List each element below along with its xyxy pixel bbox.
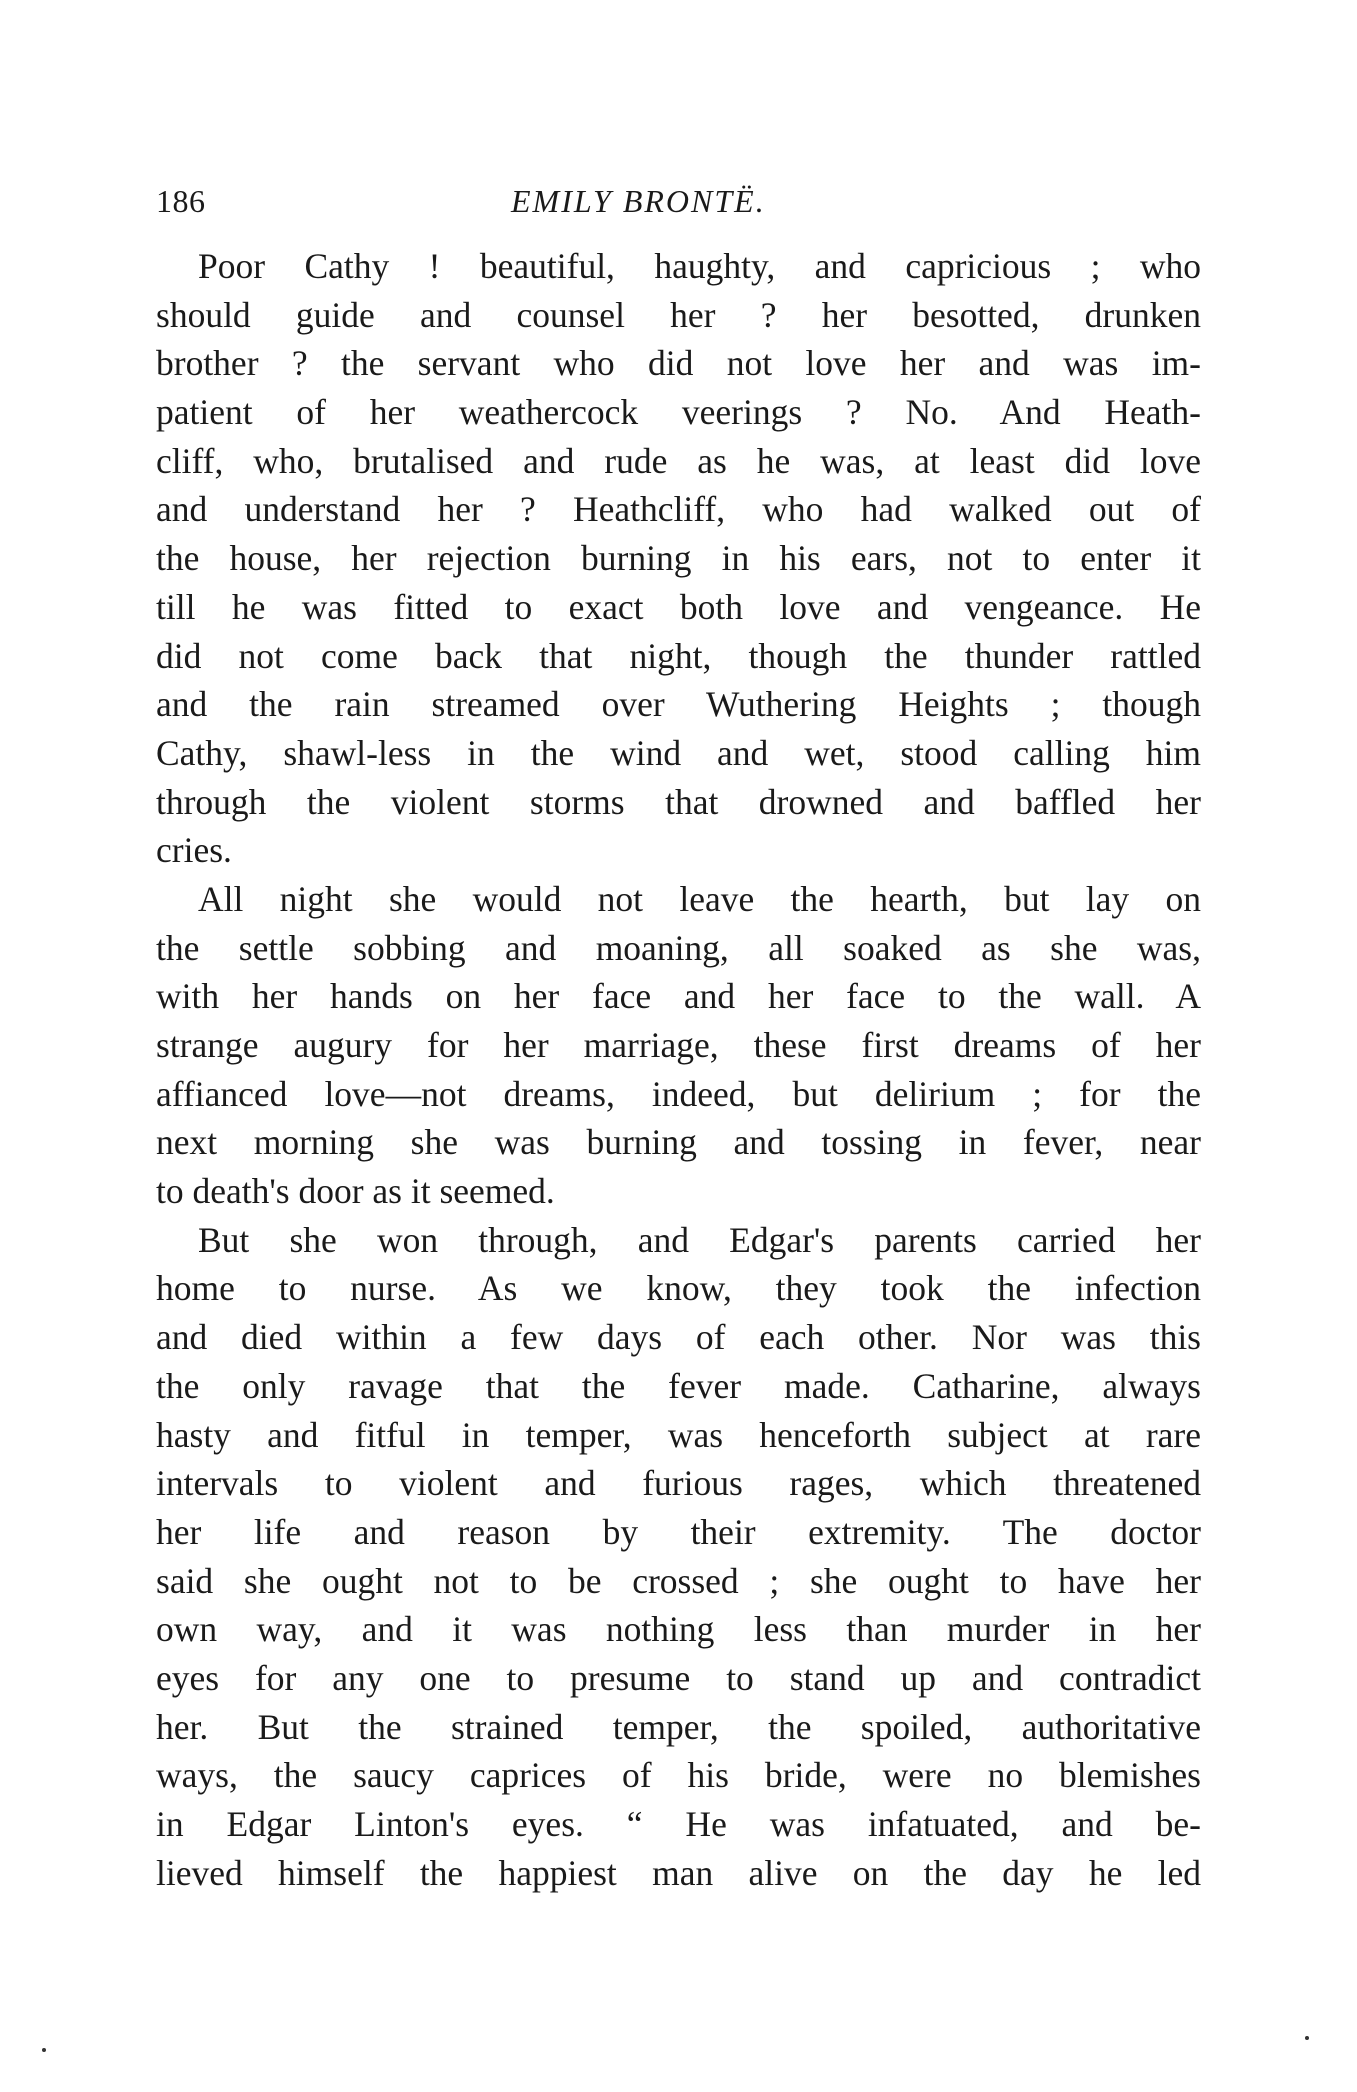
paragraph-2 — [156, 875, 1201, 1216]
text-line: brother ? the servant who did not love her and was im- — [156, 343, 1201, 384]
text-line: with her hands on her face and her face to the wall. A — [156, 976, 1201, 1017]
text-line: cliff, who, brutalised and rude as he was, at least did love — [156, 440, 1201, 481]
text-line: her. But the strained temper, the spoiled, authoritative — [156, 1706, 1201, 1747]
text-line: the only ravage that the fever made. Catharine, always — [156, 1365, 1201, 1406]
text-line: should guide and counsel her ? her besotted, drunken — [156, 294, 1201, 335]
text-line: own way, and it was nothing less than murder in her — [156, 1609, 1201, 1650]
text-line: to death's door as it seemed. — [156, 1171, 555, 1212]
text-line: patient of her weathercock veerings ? No. And Heath- — [156, 392, 1201, 433]
paragraph-1 — [156, 242, 1201, 875]
text-line: eyes for any one to presume to stand up and contradict — [156, 1657, 1201, 1698]
text-line: the house, her rejection burning in his ears, not to enter it — [156, 538, 1201, 579]
text-line: Cathy, shawl-less in the wind and wet, stood calling him — [156, 732, 1201, 773]
text-line: through the violent storms that drowned and baffled her — [156, 781, 1201, 822]
paragraph-3 — [156, 1216, 1201, 1898]
text-line: intervals to violent and furious rages, which threatened — [156, 1463, 1201, 1504]
text-line: cries. — [156, 830, 232, 871]
text-line: said she ought not to be crossed ; she ought to have her — [156, 1560, 1201, 1601]
body-text — [156, 242, 1201, 1897]
text-line: did not come back that night, though the thunder rattled — [156, 635, 1201, 676]
text-line: lieved himself the happiest man alive on the day he led — [156, 1852, 1201, 1893]
text-line: and died within a few days of each other. Nor was this — [156, 1317, 1201, 1358]
text-line: hasty and fitful in temper, was henceforth subject at rare — [156, 1414, 1201, 1455]
text-line: her life and reason by their extremity. The doctor — [156, 1511, 1201, 1552]
text-line: But she won through, and Edgar's parents carried her — [198, 1219, 1201, 1260]
text-line: home to nurse. As we know, they took the infection — [156, 1268, 1201, 1309]
page-number: 186 — [156, 183, 206, 219]
text-line: next morning she was burning and tossing in fever, near — [156, 1122, 1201, 1163]
text-line: and the rain streamed over Wuthering Heights ; though — [156, 684, 1201, 725]
paper-speck — [1305, 2036, 1309, 2040]
running-head — [156, 176, 1201, 226]
text-line: All night she would not leave the hearth, but lay on — [198, 878, 1201, 919]
text-line: strange augury for her marriage, these first dreams of her — [156, 1025, 1201, 1065]
text-line: affianced love—not dreams, indeed, but delirium ; for the — [156, 1073, 1201, 1114]
text-line: till he was fitted to exact both love and vengeance. He — [156, 586, 1201, 627]
text-line: ways, the saucy caprices of his bride, were no blemishes — [156, 1755, 1201, 1796]
text-line: and understand her ? Heathcliff, who had walked out of — [156, 489, 1201, 530]
running-title: EMILY BRONTË. — [511, 183, 766, 219]
paper-speck — [42, 2048, 46, 2052]
text-line: the settle sobbing and moaning, all soaked as she was, — [156, 927, 1201, 968]
text-line: Poor Cathy ! beautiful, haughty, and capricious ; who — [198, 246, 1201, 286]
text-line: in Edgar Linton's eyes. “ He was infatuated, and be- — [156, 1804, 1201, 1844]
